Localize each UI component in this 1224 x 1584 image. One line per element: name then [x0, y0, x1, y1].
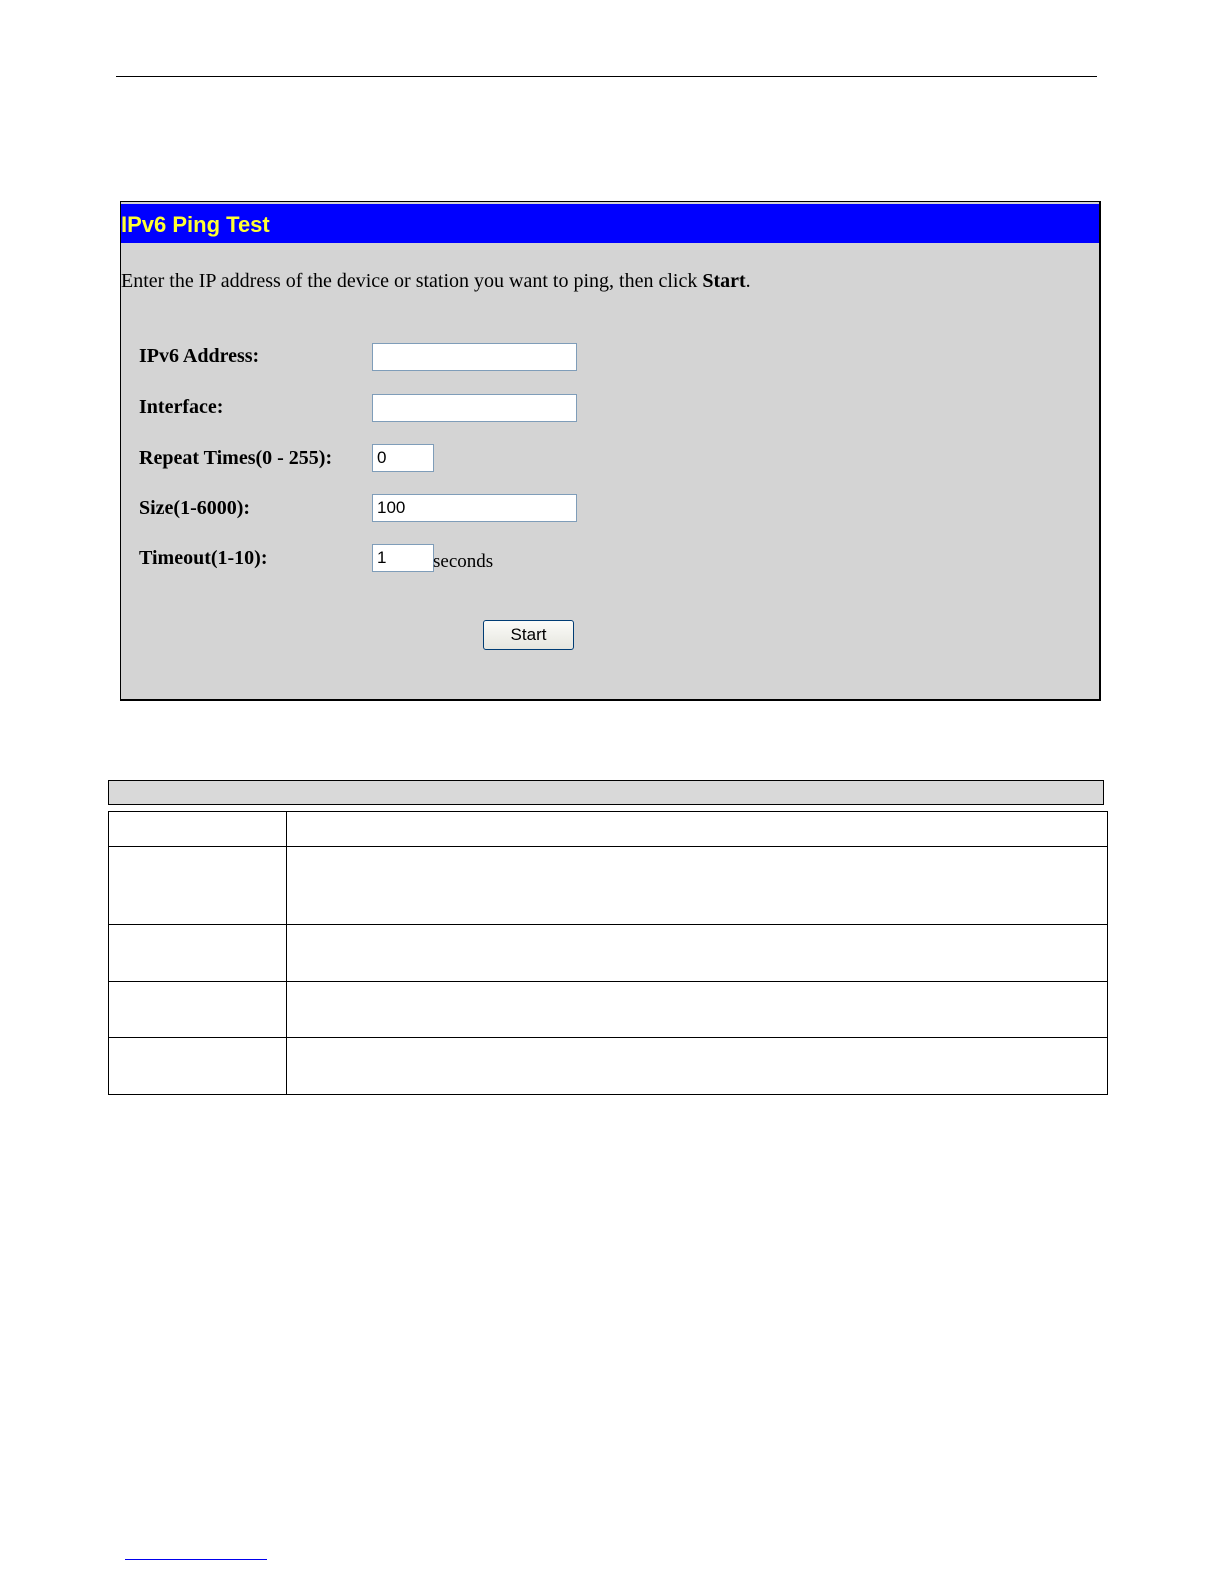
table-cell [287, 812, 1108, 847]
parameter-table [108, 811, 1108, 1095]
table-cell [109, 812, 287, 847]
table-cell [109, 925, 287, 982]
table-cell [287, 982, 1108, 1038]
instruction-suffix: . [745, 270, 751, 292]
repeat-times-label: Repeat Times(0 - 255): [139, 447, 333, 469]
panel-title: IPv6 Ping Test [121, 212, 270, 237]
table-cell [287, 1038, 1108, 1095]
table-row [109, 982, 1108, 1038]
size-input[interactable] [372, 494, 577, 522]
table-row [109, 812, 1108, 847]
ipv6-address-label: IPv6 Address: [139, 345, 260, 367]
timeout-input[interactable] [372, 544, 434, 572]
table-row [109, 925, 1108, 982]
instruction-text [121, 270, 751, 293]
interface-label: Interface: [139, 396, 224, 418]
footer-link-underline [125, 1559, 267, 1560]
table-cell [287, 925, 1108, 982]
header-rule [116, 76, 1097, 77]
interface-input[interactable] [372, 394, 577, 422]
table-row [109, 847, 1108, 925]
panel-title-bar [121, 204, 1099, 243]
repeat-times-input[interactable] [372, 444, 434, 472]
timeout-unit: seconds [433, 551, 494, 572]
ipv6-ping-test-panel [120, 201, 1101, 701]
instruction-start-word: Start [702, 270, 746, 292]
start-button[interactable]: Start [483, 620, 574, 650]
table-cell [109, 1038, 287, 1095]
table-cell [109, 982, 287, 1038]
table-row [109, 1038, 1108, 1095]
table-cell [109, 847, 287, 925]
size-label: Size(1-6000): [139, 497, 251, 519]
parameter-table-header [108, 780, 1104, 805]
ipv6-address-input[interactable] [372, 343, 577, 371]
instruction-prefix: Enter the IP address of the device or station you want to ping, then click [121, 270, 703, 292]
timeout-label: Timeout(1-10): [139, 547, 268, 569]
table-cell [287, 847, 1108, 925]
